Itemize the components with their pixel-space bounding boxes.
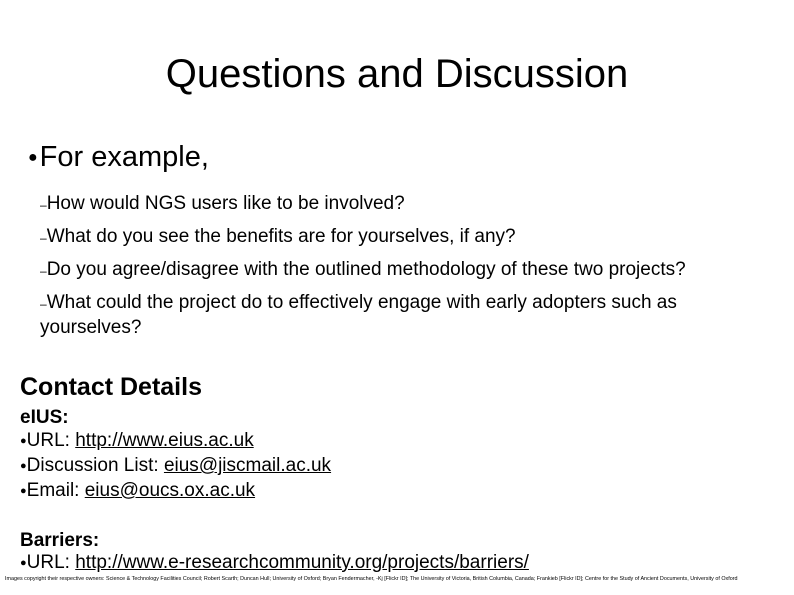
barriers-url-label: URL: bbox=[26, 552, 76, 573]
eius-label: eIUS: bbox=[20, 407, 69, 428]
eius-email-line bbox=[20, 479, 255, 503]
image-credits: Images copyright their respective owners: Science & Technology Facilities Council; Robert Scarth; Duncan Hull; University of Oxford; Bryan Fendermacher, -Kj [Flickr ID]; The University of Victoria, British Columbia, Canada; Frankieb [Flickr ID]; Centre for the Study of Ancient Documents, University of Oxford bbox=[5, 576, 738, 582]
eius-list-line bbox=[20, 454, 331, 478]
bullet-icon: ● bbox=[20, 557, 27, 569]
bullet-icon: ● bbox=[20, 435, 27, 447]
barriers-url-link[interactable]: http://www.e-researchcommunity.org/projects/barriers/ bbox=[75, 552, 529, 573]
question-text: Do you agree/disagree with the outlined methodology of these two projects? bbox=[46, 259, 686, 280]
eius-list-label: Discussion List: bbox=[26, 455, 164, 476]
eius-url-label: URL: bbox=[26, 430, 76, 451]
barriers-label: Barriers: bbox=[20, 530, 100, 551]
dash-icon: – bbox=[40, 264, 47, 278]
eius-email-link[interactable]: eius@oucs.ox.ac.uk bbox=[84, 480, 256, 501]
contact-heading: Contact Details bbox=[20, 373, 202, 401]
eius-url-line bbox=[20, 429, 254, 453]
dash-icon: – bbox=[40, 231, 47, 245]
question-text: What could the project do to effectively engage with early adopters such as yourselves? bbox=[40, 292, 677, 338]
question-item bbox=[40, 291, 740, 339]
bullet-icon: ● bbox=[20, 485, 27, 497]
eius-email-label: Email: bbox=[26, 480, 85, 501]
dash-icon: – bbox=[40, 198, 47, 212]
question-item bbox=[40, 192, 405, 217]
slide-title: Questions and Discussion bbox=[165, 52, 629, 96]
question-text: What do you see the benefits are for yourselves, if any? bbox=[46, 226, 516, 247]
bullet-icon: ● bbox=[20, 460, 27, 472]
main-bullet-text: For example, bbox=[39, 141, 209, 173]
eius-list-link[interactable]: eius@jiscmail.ac.uk bbox=[163, 455, 332, 476]
question-item bbox=[40, 225, 516, 250]
main-bullet bbox=[28, 140, 209, 175]
dash-icon: – bbox=[40, 297, 47, 311]
barriers-url-line bbox=[20, 551, 529, 575]
question-text: How would NGS users like to be involved? bbox=[46, 193, 405, 214]
bullet-icon: ● bbox=[28, 149, 38, 166]
question-item bbox=[40, 258, 686, 283]
eius-url-link[interactable]: http://www.eius.ac.uk bbox=[75, 430, 254, 451]
